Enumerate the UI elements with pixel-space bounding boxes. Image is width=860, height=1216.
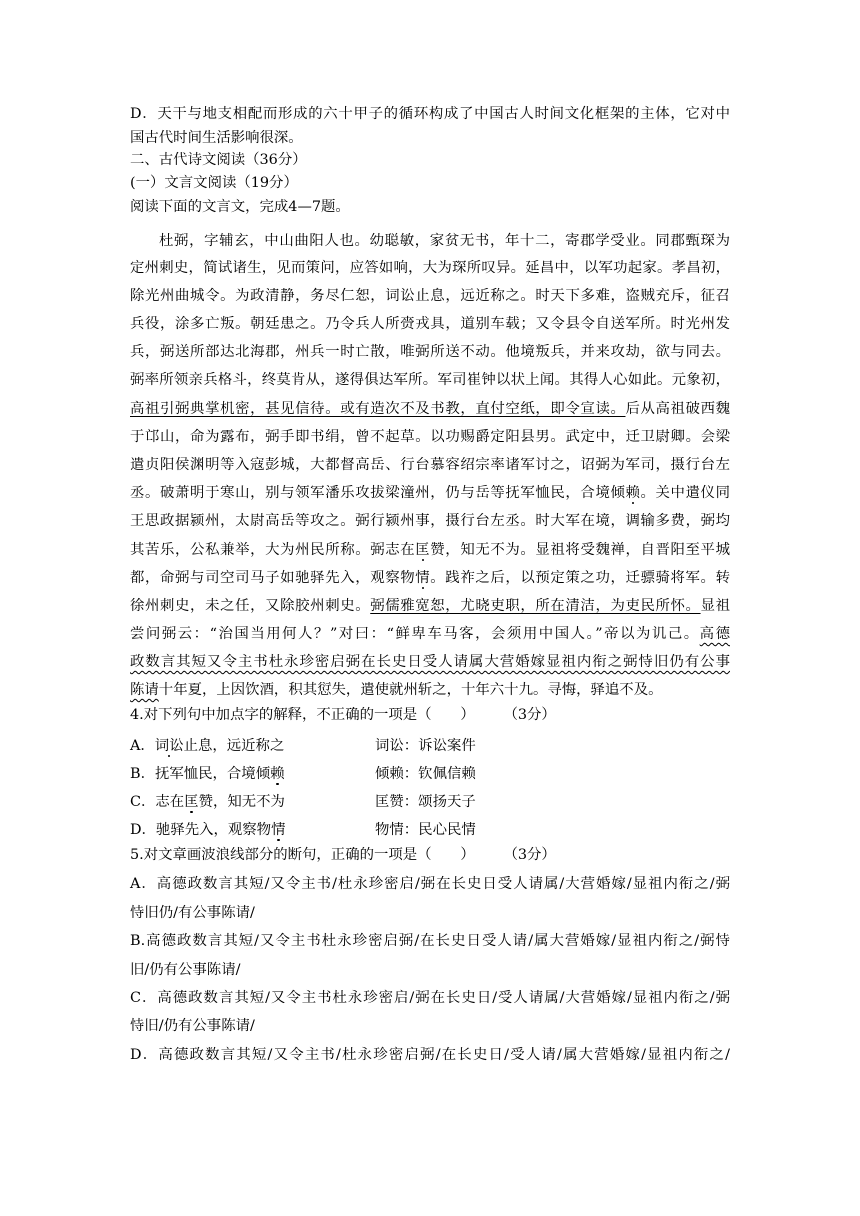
prev-option-d-line2: 国古代时间生活影响很深。 xyxy=(130,130,303,146)
reading-instruction: 阅读下面的文言文，完成4—7题。 xyxy=(130,199,350,215)
q4-gloss-b: 倾赖：钦佩信赖 xyxy=(375,766,476,782)
q5-option-c-line2: 恃旧/仍有公事陈请/ xyxy=(130,1018,255,1034)
passage-line: 定州刺史，简试诸生，见而策问，应答如响，大为琛所叹异。延昌中，以军功起家。孝昌初， xyxy=(130,260,730,276)
section-heading: 二、古代诗文阅读（36分） xyxy=(130,152,307,168)
q4-gloss-c: 匡赞：颂扬天子 xyxy=(375,794,476,810)
question-4-stem: 4.对下列句中加点字的解释，不正确的一项是（ ） （3分） xyxy=(130,707,556,723)
underlined-sentence: 弼儒雅宽恕，尤晓吏职，所在清洁，为吏民所怀。 xyxy=(370,598,701,614)
passage-line: 杜弼，字辅玄，中山曲阳人也。幼聪敏，家贫无书，年十二，寄郡学受业。同郡甄琛为 xyxy=(159,233,730,249)
dotted-char: 情 xyxy=(415,570,431,586)
passage-line: 都，命弼与司空司马子如驰驿先入，观察物情。践祚之后，以预定策之功，迁骠骑将军。转 xyxy=(130,570,730,586)
passage-line: 高祖引弼典掌机密，甚见信待。或有造次不及书教，直付空纸，即令宣读。后从高祖破西魏 xyxy=(130,401,730,417)
dotted-char: 赖 xyxy=(625,485,641,501)
dotted-char: 情 xyxy=(271,822,286,838)
passage-line: 于邙山，命为露布，弼手即书绢，曾不起草。以功赐爵定阳县男。武定中，迁卫尉卿。会梁 xyxy=(130,429,730,445)
subsection-heading: (一）文言文阅读（19分） xyxy=(130,175,298,191)
q4-option-a: A．词讼止息，远近称之 xyxy=(130,738,285,754)
passage-line: 徐州刺史，未之任，又除胶州刺史。弼儒雅宽恕，尤晓吏职，所在清洁，为吏民所怀。显祖 xyxy=(130,598,730,614)
q5-option-b-line1: B.高德政数言其短/又令主书杜永珍密启弼/在长史日受人请/属大营婚嫁/显祖内衔之/弼恃 xyxy=(130,933,730,949)
q5-option-d-line1: D．高德政数言其短/又令主书/杜永珍密启弼/在长史日/受人请/属大营婚嫁/显祖内衔之/ xyxy=(130,1047,730,1063)
dotted-char: 匡 xyxy=(415,542,431,558)
q5-option-b-line2: 旧/仍有公事陈请/ xyxy=(130,962,241,978)
passage-line: 弼率所领亲兵格斗，终莫肯从，遂得俱达军所。军司崔钟以状上闻。其得人心如此。元象初， xyxy=(130,372,730,388)
passage-line: 除光州曲城令。为政清静，务尽仁恕，词讼止息，远近称之。时天下多难，盗贼充斥，征召 xyxy=(130,288,730,304)
passage-line: 尝问弼云：“治国当用何人？”对曰：“鲜卑车马客，会须用中国人。”帝以为讥己。高德 xyxy=(130,626,730,642)
passage-line: 遣贞阳侯渊明等入寇彭城，大都督高岳、行台慕容绍宗率诸军讨之，诏弼为军司，摄行台左 xyxy=(130,457,730,473)
passage-line: 陈请十年夏，上因饮酒，积其愆失，遣使就州斩之，十年六十九。寻悔，驿追不及。 xyxy=(130,682,663,698)
q4-option-d: D．驰驿先入，观察物情 xyxy=(130,822,286,838)
passage-line: 兵，弼送所部达北海郡，州兵一时亡散，唯弼所送不动。他境叛兵，并来攻劫，欲与同去。 xyxy=(130,344,730,360)
wavy-underlined-text: 陈请 xyxy=(130,682,159,698)
q4-option-c: C．志在匡赞，知无不为 xyxy=(130,794,285,810)
dotted-char: 词讼 xyxy=(154,738,184,754)
q5-option-c-line1: C．高德政数言其短/又令主书杜永珍密启/弼在长史日/受人请属/大营婚嫁/显祖内衔之/弼 xyxy=(130,990,730,1006)
q4-gloss-d: 物情：民心民情 xyxy=(375,822,476,838)
wavy-underlined-text: 高德 xyxy=(699,626,730,642)
q4-gloss-a: 词讼：诉讼案件 xyxy=(375,738,476,754)
q5-option-a-line2: 恃旧仍/有公事陈请/ xyxy=(130,905,255,921)
prev-option-d-line1: D．天干与地支相配而形成的六十甲子的循环构成了中国古人时间文化框架的主体，它对中 xyxy=(130,106,730,122)
passage-line xyxy=(130,652,730,672)
dotted-char: 匡 xyxy=(184,794,199,810)
passage-line: 其苦乐，公私兼举，大为州民所称。弼志在匡赞，知无不为。显祖将受魏禅，自晋阳至平城 xyxy=(130,542,730,558)
dotted-char: 赖 xyxy=(270,766,285,782)
q4-option-b: B．抚军恤民，合境倾赖 xyxy=(130,766,285,782)
question-5-stem: 5.对文章画波浪线部分的断句，正确的一项是（ ） （3分） xyxy=(130,847,556,863)
q5-option-a-line1: A．高德政数言其短/又令主书/杜永珍密启/弼在长史日受人请属/大营婚嫁/显祖内衔之/弼 xyxy=(130,876,730,892)
underlined-sentence: 高祖引弼典掌机密，甚见信待。或有造次不及书教，直付空纸，即令宣读。 xyxy=(130,401,626,417)
passage-line: 丞。破萧明于寒山，别与领军潘乐攻拔梁潼州，仍与岳等抚军恤民，合境倾赖。关中遣仪同 xyxy=(130,485,730,501)
passage-line: 兵役，涂多亡叛。朝廷患之。乃令兵人所赍戎具，道别车载；又令县令自送军所。时光州发 xyxy=(130,316,730,332)
wavy-underlined-text: 政数言其短又令主书杜永珍密启弼在长史日受人请属大营婚嫁显祖内衔之弼恃旧仍有公事 xyxy=(130,654,730,670)
passage-line: 王思政据颍州，太尉高岳等攻之。弼行颍州事，摄行台左丞。时大军在境，调输多费，弼均 xyxy=(130,513,730,529)
